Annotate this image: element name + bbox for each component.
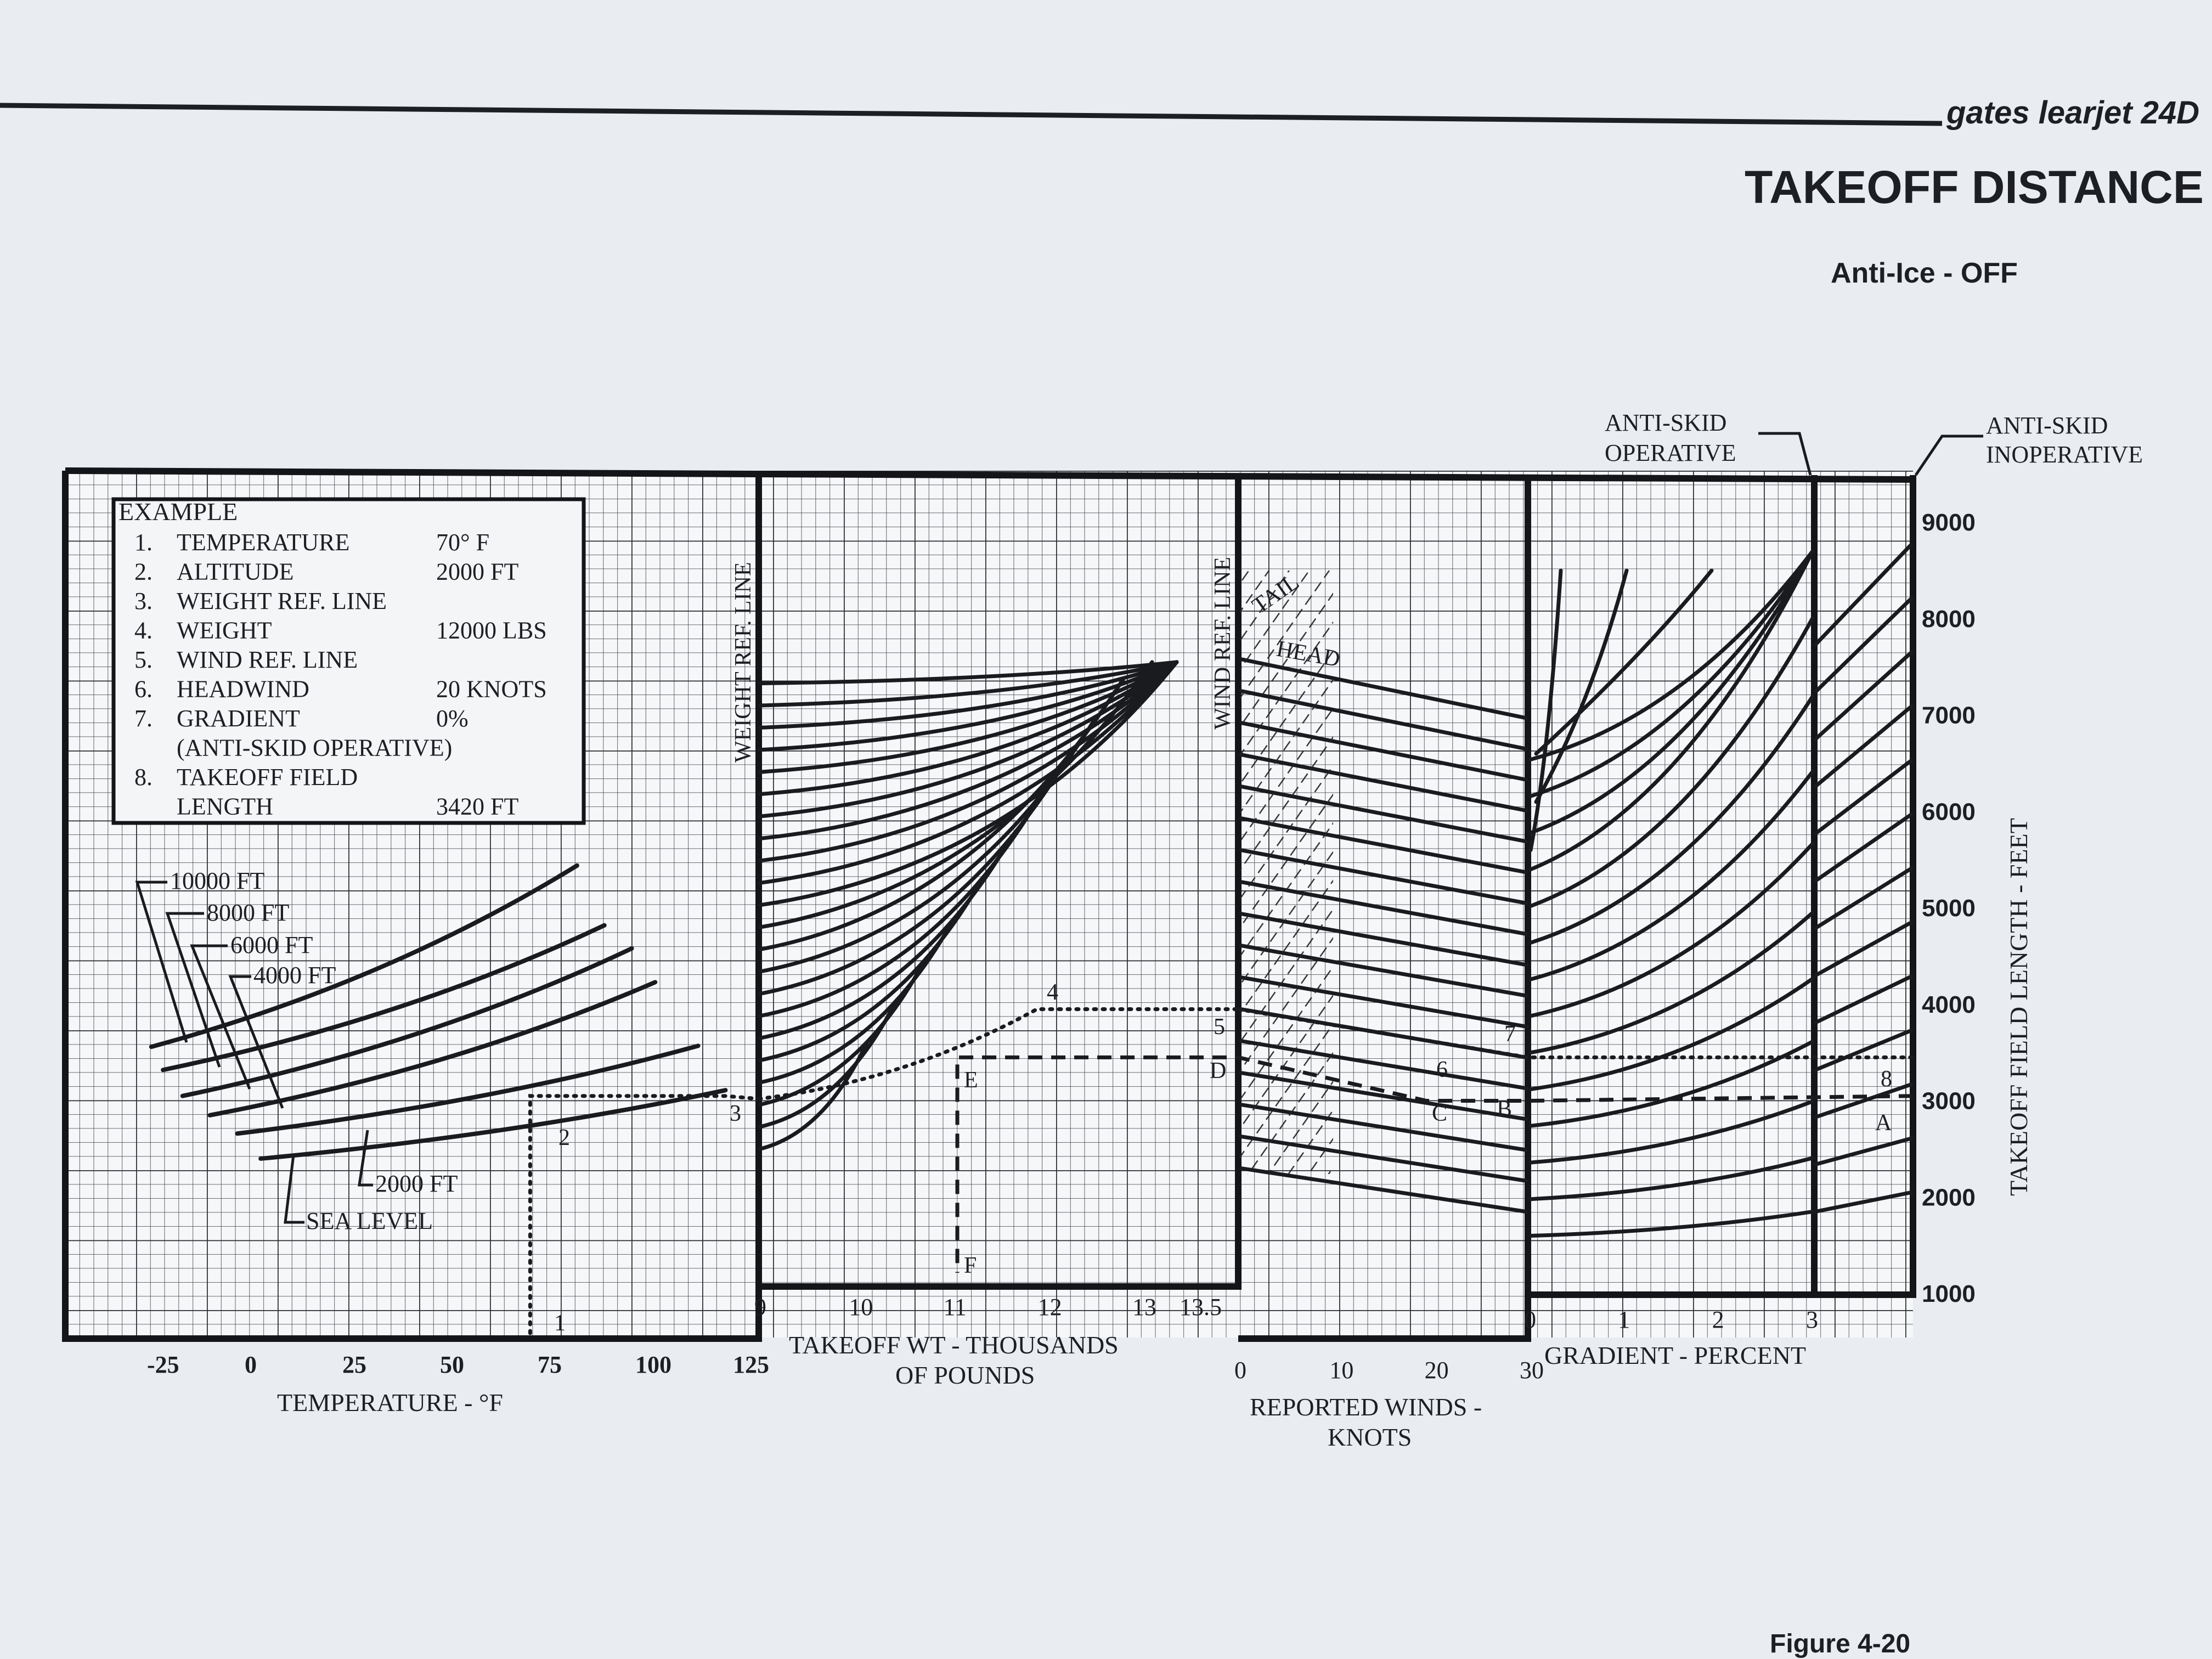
wind-tick-label: 30	[1520, 1357, 1544, 1384]
weight-tick-label: 13.5	[1180, 1294, 1222, 1321]
example-item-num: 4.	[134, 617, 153, 644]
example-heading: EXAMPLE	[119, 498, 238, 526]
example-item-label: LENGTH	[177, 793, 273, 820]
example-item-label: GRADIENT	[177, 705, 300, 732]
altitude-label: 8000 FT	[207, 899, 290, 926]
example-item-label: WEIGHT	[177, 617, 272, 644]
inoperative-leader	[1916, 436, 1983, 475]
anti-skid-operative-label-line2: OPERATIVE	[1605, 439, 1736, 466]
y-axis-title: TAKEOFF FIELD LENGTH - FEET	[2005, 818, 2033, 1196]
temperature-tick-label: 75	[538, 1351, 562, 1378]
wind-axis-title-line2: KNOTS	[1328, 1423, 1412, 1451]
gradient-tick-label: 0	[1524, 1306, 1536, 1333]
figure-label: Figure 4-20	[1770, 1629, 1911, 1658]
example-path-point: 6	[1436, 1057, 1448, 1082]
gradient-axis-title: GRADIENT - PERCENT	[1544, 1341, 1807, 1369]
example-item-num: 2.	[134, 558, 153, 585]
example-item-label: TAKEOFF FIELD	[177, 764, 358, 791]
example-item-label: ALTITUDE	[177, 558, 294, 585]
example-path-point: 4	[1047, 980, 1058, 1005]
y-tick-label: 4000	[1922, 991, 1976, 1018]
example-item-value: 0%	[436, 705, 469, 732]
example-item-num: 7.	[134, 705, 153, 732]
example-item-label: WIND REF. LINE	[177, 646, 358, 673]
example-path-point: A	[1875, 1110, 1892, 1136]
example-path-point: E	[964, 1068, 978, 1093]
weight-tick-label: 12	[1037, 1294, 1062, 1321]
temperature-tick-label: 0	[245, 1351, 257, 1378]
header-rule	[0, 105, 1942, 123]
chart-title: TAKEOFF DISTANCE	[1745, 161, 2204, 213]
temperature-tick-label: 100	[635, 1351, 672, 1378]
example-item-value: 2000 FT	[436, 558, 519, 585]
anti-skid-operative-label: ANTI-SKID	[1605, 409, 1727, 436]
example-item-value: 3420 FT	[436, 793, 519, 820]
example-item-label: WEIGHT REF. LINE	[177, 588, 387, 614]
example-path-point: 8	[1881, 1066, 1892, 1092]
example-path-point: 1	[554, 1311, 566, 1336]
temperature-axis-title: TEMPERATURE - °F	[277, 1389, 503, 1417]
example-path-point: 7	[1504, 1022, 1516, 1047]
wind-tick-label: 0	[1234, 1357, 1246, 1384]
temperature-tick-label: -25	[147, 1351, 179, 1378]
example-path-point: B	[1497, 1097, 1513, 1122]
example-box	[114, 498, 584, 823]
weight-tick-label: 10	[849, 1294, 873, 1321]
example-item-value: 12000 LBS	[436, 617, 547, 644]
y-tick-label: 7000	[1922, 702, 1976, 729]
temperature-tick-label: 125	[733, 1351, 769, 1378]
y-tick-label: 2000	[1922, 1184, 1976, 1211]
y-tick-label: 6000	[1922, 798, 1976, 826]
y-tick-label: 8000	[1922, 605, 1976, 633]
operative-leader	[1758, 433, 1810, 475]
wind-tick-label: 10	[1329, 1357, 1354, 1384]
y-tick-label: 9000	[1922, 509, 1976, 536]
altitude-label: 2000 FT	[375, 1170, 458, 1197]
weight-axis-title-line2: OF POUNDS	[895, 1361, 1035, 1389]
example-path-point: 3	[730, 1101, 741, 1126]
weight-ref-line-label: WEIGHT REF. LINE	[731, 562, 756, 763]
weight-tick-label: 9	[754, 1294, 766, 1321]
example-item-value: 70° F	[436, 529, 490, 556]
example-item-value: 20 KNOTS	[436, 675, 547, 703]
example-path-point: 5	[1214, 1014, 1225, 1040]
weight-axis-title: TAKEOFF WT - THOUSANDS	[789, 1331, 1119, 1359]
wind-ref-line-label: WIND REF. LINE	[1210, 556, 1235, 730]
gradient-tick-label: 2	[1712, 1306, 1724, 1333]
altitude-label: 10000 FT	[170, 867, 265, 894]
example-path-point: F	[964, 1253, 977, 1278]
head-region-label: HEAD	[1274, 636, 1342, 673]
gradient-tick-label: 3	[1806, 1306, 1818, 1333]
example-item-num: 3.	[134, 588, 153, 614]
altitude-label: SEA LEVEL	[306, 1207, 433, 1234]
brand-text: gates learjet 24D	[1946, 95, 2200, 131]
y-tick-label: 3000	[1922, 1087, 1976, 1115]
gradient-tick-label: 1	[1618, 1306, 1630, 1333]
example-path-point: C	[1432, 1101, 1448, 1126]
altitude-label: 6000 FT	[230, 932, 313, 958]
example-item-num: 8.	[134, 764, 153, 791]
anti-skid-inoperative-label-line2: INOPERATIVE	[1986, 441, 2143, 468]
example-item-num: 6.	[134, 675, 153, 703]
wind-tick-label: 20	[1424, 1357, 1449, 1384]
example-item-label: TEMPERATURE	[177, 529, 350, 556]
example-path-point: 2	[558, 1125, 570, 1150]
wind-axis-title: REPORTED WINDS -	[1250, 1393, 1482, 1421]
weight-tick-label: 11	[943, 1294, 967, 1321]
example-path-point: D	[1210, 1058, 1227, 1084]
example-item-label: (ANTI-SKID OPERATIVE)	[177, 734, 453, 761]
temperature-tick-label: 25	[342, 1351, 366, 1378]
anti-skid-inoperative-label: ANTI-SKID	[1986, 412, 2108, 439]
altitude-label: 4000 FT	[253, 962, 336, 989]
temperature-tick-label: 50	[440, 1351, 464, 1378]
example-item-num: 5.	[134, 646, 153, 673]
y-tick-label: 5000	[1922, 895, 1976, 922]
chart-subtitle: Anti-Ice - OFF	[1831, 257, 2018, 289]
example-item-num: 1.	[134, 529, 153, 556]
y-tick-label: 1000	[1922, 1280, 1976, 1307]
example-item-label: HEADWIND	[177, 675, 309, 703]
weight-tick-label: 13	[1132, 1294, 1156, 1321]
tail-region-label: TAIL	[1248, 569, 1304, 619]
